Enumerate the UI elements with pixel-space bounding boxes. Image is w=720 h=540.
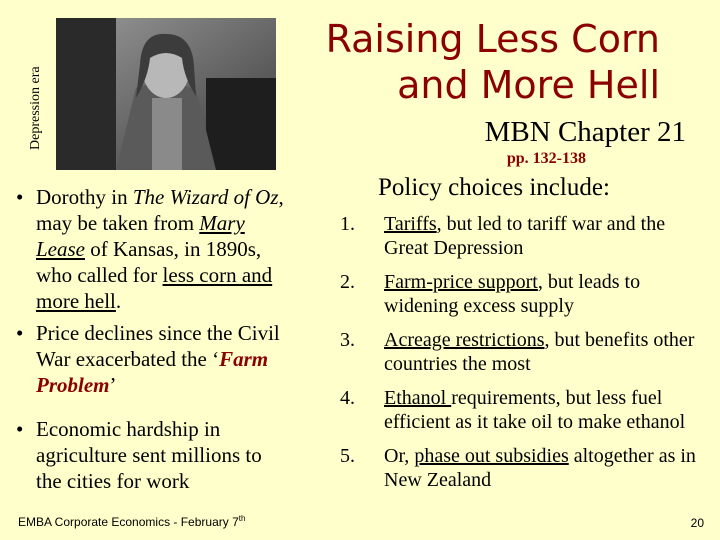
title-line-2: and More Hell: [397, 63, 660, 107]
policy-number: 4.: [340, 387, 355, 409]
page-range: pp. 132-138: [506, 150, 586, 167]
policy-text: requirements, but less fuel efficient as it take oil to make ethanol: [384, 387, 686, 433]
policy-number: 1.: [340, 213, 355, 235]
policy-text: Or,: [384, 445, 415, 467]
policy-text: , but leads to widening excess supply: [384, 271, 641, 317]
photo-caption: Depression era: [28, 66, 43, 150]
policy-text: , but benefits other countries the most: [384, 329, 695, 375]
bullet-text: Dorothy in: [36, 185, 133, 209]
policy-name: phase out subsidies: [414, 445, 569, 467]
bullet-text-emphasis: Farm Problem: [36, 347, 269, 397]
bullet-text: .: [115, 289, 122, 313]
left-bullet-item: [14, 320, 290, 398]
policy-text: altogether as in New Zealand: [384, 445, 696, 491]
bullet-text: Price declines since the Civil War exacerbated the ‘: [36, 321, 280, 371]
policy-text: , but led to tariff war and the Great Depression: [384, 213, 666, 259]
policy-name: Farm-price support: [384, 271, 538, 293]
bullet-text-underlined: less corn and more hell: [36, 263, 273, 313]
bullet-text: , may be taken from: [36, 185, 284, 235]
left-bullet-list: [14, 184, 290, 500]
page-number: 20: [690, 516, 704, 530]
bullet-icon: •: [16, 321, 24, 345]
bullet-text-underlined: Mary Lease: [36, 211, 245, 261]
policy-heading: Policy choices include:: [378, 174, 610, 201]
chapter-subtitle: MBN Chapter 21: [484, 116, 686, 148]
bullet-text: Economic hardship in agriculture sent millions to the cities for work: [36, 417, 262, 493]
footer-superscript: th: [238, 514, 246, 523]
left-bullet-item: [14, 416, 290, 494]
policy-item: [340, 212, 710, 260]
bullet-text-italic: The Wizard of Oz: [132, 185, 279, 209]
footer-label: EMBA Corporate Economics - February 7: [18, 515, 239, 529]
footer-text: [18, 514, 245, 529]
policy-item: [340, 270, 710, 318]
policy-number: 2.: [340, 271, 355, 293]
policy-name: Ethanol: [384, 387, 452, 409]
bullet-icon: •: [16, 185, 24, 209]
bullet-icon: •: [16, 417, 24, 441]
policy-name: Acreage restrictions: [384, 329, 545, 351]
policy-item: [340, 444, 710, 492]
policy-number: 3.: [340, 329, 355, 351]
depression-era-photo: [56, 18, 276, 170]
bullet-text: ’: [109, 373, 117, 397]
title-line-1: Raising Less Corn: [325, 17, 660, 61]
left-bullet-item: [14, 184, 290, 314]
policy-item: [340, 386, 710, 434]
policy-number: 5.: [340, 445, 355, 467]
policy-item: [340, 328, 710, 376]
bullet-text: of Kansas, in 1890s, who called for: [36, 237, 262, 287]
policy-name: Tariffs: [384, 213, 437, 235]
policy-list: [340, 212, 710, 502]
woman-photo-image: [56, 18, 276, 170]
slide-title: [300, 16, 660, 108]
